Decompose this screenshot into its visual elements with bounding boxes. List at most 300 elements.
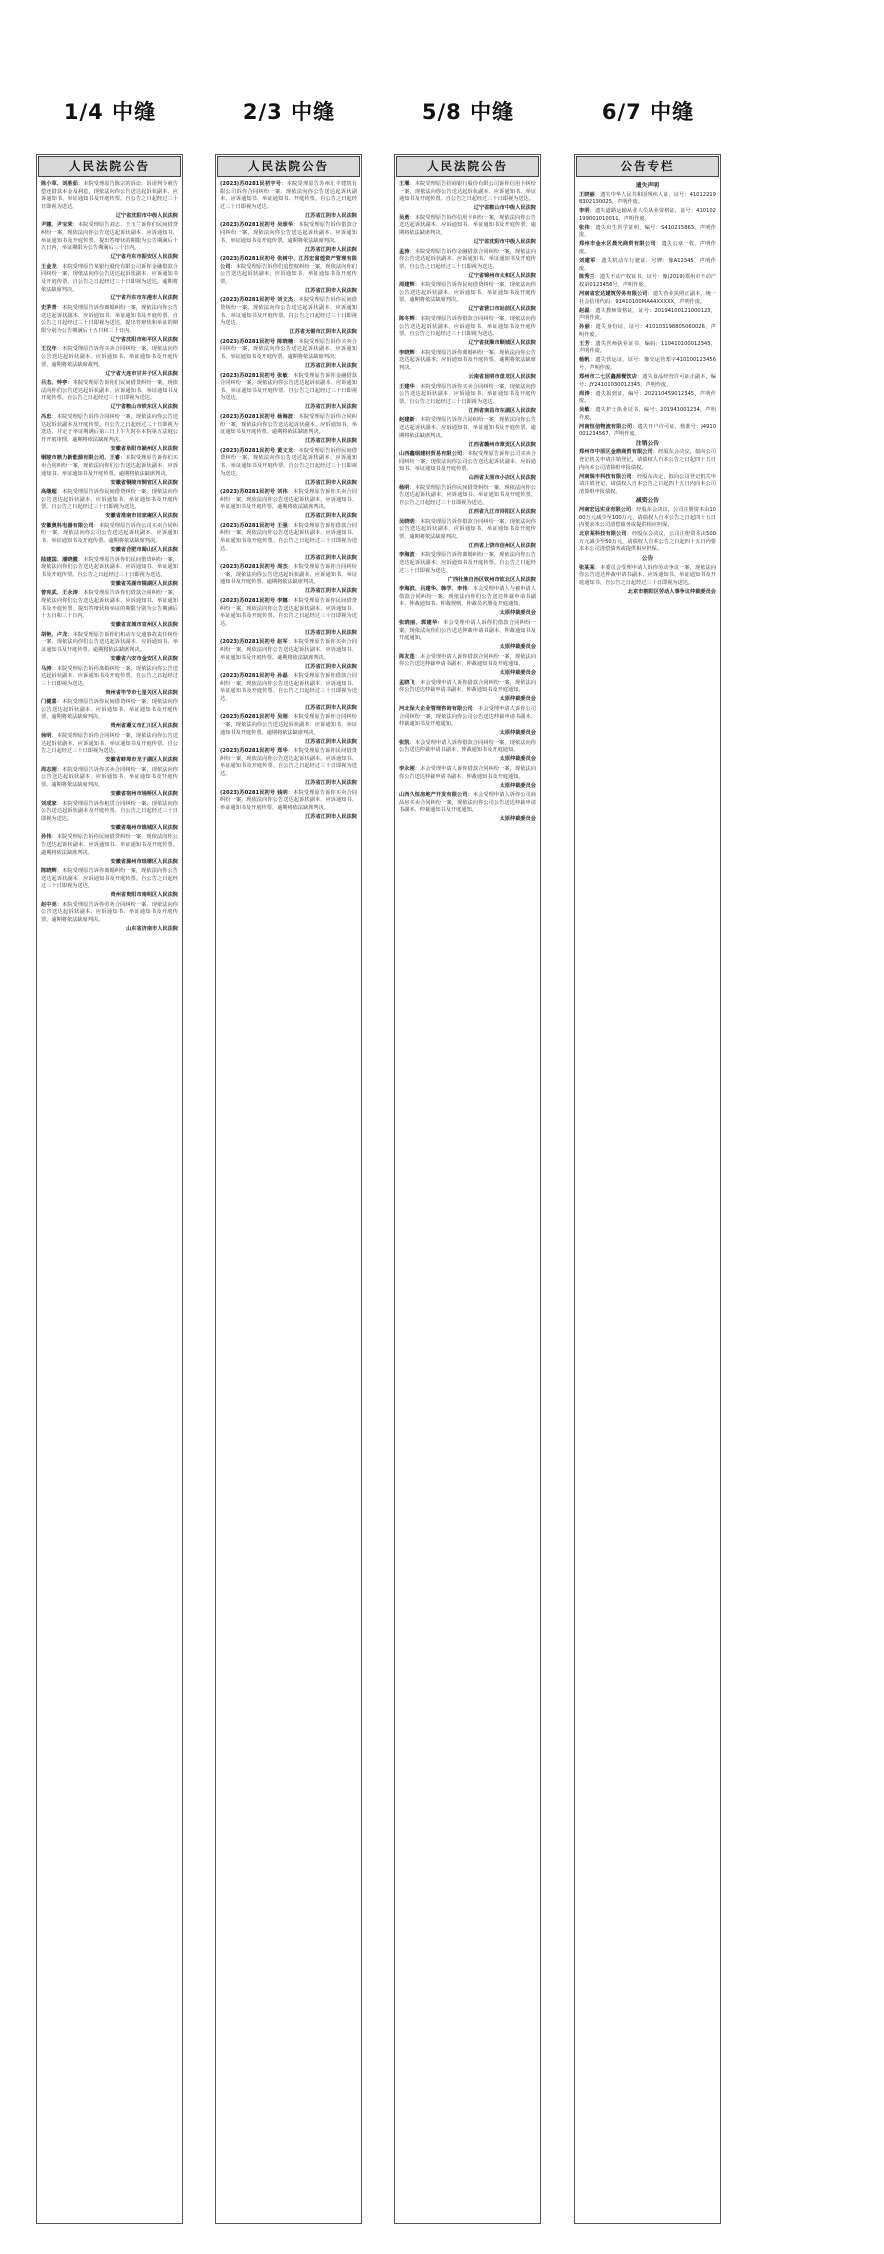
issuing-court: 辽宁省沈阳市中级人民法院 — [473, 238, 536, 245]
notice-party-name: 刘建军 — [579, 257, 596, 264]
notice-text: 遗失出生医学证明，编号：S410215863，声明作废。 — [579, 224, 716, 239]
notice-party-name: 陈冬辉 — [399, 316, 415, 323]
notice-paragraph: 王汉年：本院受理原告诉你买卖合同纠纷一案，现依法向你公告送达起诉状副本、应诉通知书、举证通知书及开庭传票。逾期将依法缺席裁判。 — [41, 346, 178, 368]
notice-paragraph: 吕杰、钟亭：本院受理原告诉你们民间借贷纠纷一案，现依法向你们公告送达起诉状副本、应诉通知书、举证通知书及开庭传票。自公告之日起经过三十日即视为送达。 — [41, 380, 178, 402]
notice-paragraph: 周涛：遗失报到证，编号：202110459012345，声明作废。 — [579, 390, 716, 405]
notice-text: 本院受理原告诉你买卖合同纠纷一案，现依法向你公告送达起诉状副本、应诉通知书、举证通知书及开庭传票。逾期将依法缺席判决。 — [220, 639, 357, 661]
issuing-court: 辽宁省丹东市振安区人民法院 — [110, 254, 178, 261]
column-label-3: 5/8 中缝 — [421, 100, 515, 124]
notice-party-name: 王金龙 — [41, 263, 57, 270]
issuing-court: 安徽省滁州市琅琊区人民法院 — [110, 858, 178, 865]
notice-party-name: 孙丽 — [579, 324, 591, 331]
notice-paragraph: 赵建新：本院受理原告诉你合同纠纷一案，现依法向你公告送达起诉状副本、应诉通知书、举证通知书及开庭传票。逾期将依法缺席判决。 — [399, 417, 536, 439]
notice-party-name: 曾宪武、王永涛 — [41, 590, 78, 597]
notice-text: 本院受理原告诉你合同纠纷一案，现依法向你公告送达起诉状副本、应诉通知书、举证通知书及开庭传票。逾期将依法缺席判决。 — [220, 564, 357, 586]
notice-party-name: 孙伟 — [41, 834, 52, 841]
notice-party-name: (2023)苏0281民初号 吴刚 — [220, 714, 288, 721]
notice-party-name: 冯忠 — [41, 413, 52, 420]
issuing-court: 江苏省江阴市人民法院 — [305, 513, 357, 520]
notice-paragraph: 张某某：本委员会受理申请人诉你劳动争议一案，现依法向你公告送达仲裁申请书副本、应诉通知书、举证通知书及开庭通知书。自公告之日起经过三十日即视为送达。 — [579, 564, 716, 586]
notice-paragraph: (2023)苏0281民初号 杨海波：本院受理原告诉你合同纠纷一案，现依法向你公告送达起诉状副本、应诉通知书、举证通知书及开庭传票。逾期将依法缺席判决。 — [220, 413, 357, 436]
issuing-court: 太原仲裁委员会 — [499, 670, 536, 677]
issuing-court: 江苏省无锡市江阴市人民法院 — [289, 329, 357, 336]
notice-text: 本院受理原告诉你信用卡纠纷一案，现依法向你公告送达起诉状副本、应诉通知书、举证通知书及开庭传票。逾期将依法缺席判决。 — [399, 214, 536, 236]
notice-text: 本院受理原告诉你劳务合同纠纷一案，现依法向你公告送达起诉状副本、应诉通知书、举证通知书及开庭传票。逾期将依法缺席判决。 — [41, 901, 178, 924]
notice-party-name: (2023)苏0281民初号 孙磊 — [220, 673, 288, 680]
issuing-court: 安徽省铜陵市铜官区人民法院 — [110, 479, 178, 486]
issuing-court: 江苏省江阴市人民法院 — [305, 629, 357, 636]
notice-paragraph: 郑州市二七区鑫源餐饮店：遗失食品经营许可证正副本，编号：JY24101030012345，声明作废。 — [579, 373, 716, 388]
issuing-court: 江苏省江阴市人民法院 — [305, 404, 357, 411]
notice-paragraph: 李永刚：本会受理申请人诉你借款合同纠纷一案，现依法向你公告送达仲裁申请书副本、仲裁通知书及开庭通知。 — [399, 766, 536, 780]
notice-text: 本院受理原告诉你离婚纠纷一案，现依法向你公告送达起诉状副本、应诉通知书及开庭传票。逾期将依法缺席判决。 — [399, 349, 536, 372]
notice-paragraph: 张凯：本会受理申请人诉你借款合同纠纷一案，现依法向你公告送达仲裁申请书副本、仲裁通知书及开庭通知。 — [399, 739, 536, 754]
section-title: 减资公告 — [635, 498, 660, 505]
notice-paragraph: 刘建军：遗失机动车行驶证，号牌：豫A12345，声明作废。 — [579, 257, 716, 272]
notice-paragraph: 郑州市中原区金鼎商贸有限公司：经股东会决议，拟向公司登记机关申请注销登记，请债权人自本公告之日起四十五日内向本公司清算组申报债权。 — [579, 449, 716, 471]
notice-party-name: 山西鑫瑞建材贸易有限公司 — [399, 451, 463, 458]
notice-text: 本院受理原告诉你离婚纠纷一案，现依法向你公告送达起诉状副本、应诉通知书及开庭传票。自公告之日起经过三十日即视为送达。 — [41, 665, 178, 687]
notice-text: 遗失医师执业证书，编码：110410100012345，声明作废。 — [579, 340, 716, 355]
notice-paragraph: 陈友莲：本会受理申请人诉你借款合同纠纷一案，现依法向你公告送达仲裁申请书副本、仲裁通知书及开庭通知。 — [399, 653, 536, 668]
notice-paragraph: (2023)苏0281民初号 黄文龙：本院受理原告诉你民间借贷纠纷一案，现依法向你公告送达起诉状副本、应诉通知书、举证通知书及开庭传票。自公告之日起经过三十日即视为送达。 — [220, 447, 357, 477]
notice-paragraph: 李海波：本院受理原告诉你离婚纠纷一案，现依法向你公告送达起诉状副本、应诉通知书及开庭传票。自公告之日起经过三十日即视为送达。 — [399, 552, 536, 574]
notice-paragraph: 陈小草、刘胜茹：本院受理原告陈宗的诉讼，诉请判令被告偿还借款本金及利息，现依法向你公告送达起诉状副本、应诉通知书、举证通知书及开庭传票。自公告之日起经过三十日即视为送达。 — [41, 181, 178, 210]
notice-text: 本院受理原告诉你买卖合同纠纷一案，现依法向你公告送达起诉状副本、应诉通知书、举证通知书及开庭传票。逾期将依法缺席判决。 — [41, 766, 178, 788]
notice-party-name: 张凯 — [399, 739, 410, 746]
notice-party-name: 陆建国、潘晓霞 — [41, 556, 78, 563]
notice-paragraph: 李晓辉：本院受理原告诉你离婚纠纷一案，现依法向你公告送达起诉状副本、应诉通知书及开庭传票。逾期将依法缺席判决。 — [399, 349, 536, 372]
notice-party-name: 吕杰、钟亭 — [41, 380, 68, 387]
notice-paragraph: 河南恒信物流有限公司：遗失开户许可证，核准号：J4910001234567，声明作废。 — [579, 423, 716, 438]
notice-paragraph: (2023)苏0281民初号 吴刚：本院受理原告诉你合同纠纷一案，现依法向你公告送达起诉状副本、应诉通知书、举证通知书及开庭传票。逾期将依法缺席判决。 — [220, 714, 357, 736]
section-title: 注销公告 — [635, 440, 660, 447]
notice-paragraph: (2023)苏0281民初字号：本院受理原告苏州汇丰建筑有限公司诉你合同纠纷一案，现依法向你公告送达起诉状副本、应诉通知书、举证通知书、开庭传票。自公告之日起经过三十日即视为送达。 — [220, 181, 357, 210]
issuing-court: 辽宁省鞍山市铁东区人民法院 — [110, 404, 178, 411]
notice-party-name: 郑州市金水区晨光商贸有限公司 — [579, 241, 656, 248]
notice-paragraph: 孙丽：遗失身份证，证号：410103198805060026，声明作废。 — [579, 324, 716, 338]
notice-party-name: 河南恒信物流有限公司 — [579, 423, 633, 430]
notice-paragraph: 安徽奥科电器有限公司：本院受理原告诉你公司买卖合同纠纷一案，现依法向你公司公告送达起诉状副本、应诉通知书、举证通知书及开庭传票。逾期将依法缺席判决。 — [41, 522, 178, 545]
notice-party-name: (2023)苏0281民初号 刘伟 — [220, 489, 288, 496]
notice-column-1 — [36, 154, 183, 2224]
notice-party-name: 门健喜 — [41, 699, 57, 706]
issuing-court: 安徽省宣城市宣州区人民法院 — [110, 622, 178, 629]
notice-paragraph: 史茅青：本院受理原告诉你离婚纠纷一案，现依法向你公告送达起诉状副本、应诉通知书、举证通知书及开庭传票。自公告之日起经过三十日即视为送达，提出答辩状和举证的期限分别为公告期满后十五日和三十日内。 — [41, 305, 178, 334]
notice-text: 遗失开户许可证，核准号：J4910001234567，声明作废。 — [579, 423, 716, 438]
issuing-court: 太原仲裁委员会 — [499, 610, 536, 617]
notice-text: 本院受理原告招商银行股份有限公司诉你信用卡纠纷一案，现依法向你公告送达起诉状副本、应诉通知书、举证通知书及开庭传票。自公告之日起经过三十日即视为送达。 — [399, 181, 536, 203]
notice-party-name: 张伟 — [579, 224, 590, 231]
notice-party-name: 李海波 — [399, 552, 415, 559]
issuing-court: 辽宁省鞍山市中级人民法院 — [473, 205, 536, 212]
notice-party-name: 周涛 — [579, 390, 590, 397]
issuing-court: 安徽省阜阳市颍州区人民法院 — [110, 445, 178, 452]
notice-paragraph: 王芳：遗失医师执业证书，编码：110410100012345，声明作废。 — [579, 340, 716, 355]
notice-party-name: 徐明 — [41, 733, 52, 740]
section-title: 遗失声明 — [635, 183, 660, 189]
notice-party-name: 河南省宏达建筑劳务有限公司 — [579, 291, 648, 298]
notice-party-name: 吴敏 — [579, 407, 590, 414]
notice-party-name: 吴晓明 — [399, 518, 415, 525]
notice-text: 本院受理原告苏州汇丰建筑有限公司诉你合同纠纷一案，现依法向你公告送达起诉状副本、应诉通知书、举证通知书、开庭传票。自公告之日起经过三十日即视为送达。 — [220, 181, 357, 210]
notice-text: 遗失公章一枚，声明作废。 — [579, 241, 716, 255]
notice-paragraph: (2023)苏0281民初号 周杰：本院受理原告诉你合同纠纷一案，现依法向你公告送达起诉状副本、应诉通知书、举证通知书及开庭传票。逾期将依法缺席判决。 — [220, 564, 357, 586]
notice-party-name: 李明 — [579, 208, 590, 215]
notice-text: 本院受理原告诉你民间借贷纠纷一案，现依法向你公告送达起诉状副本、应诉通知书、举证通知书及开庭传票。自公告之日起经过三十日即视为送达。 — [220, 597, 357, 627]
notice-text: 本院受理原告诉你民间借贷纠纷一案，现依法向你公告送达起诉状副本、应诉通知书、举证通知书及开庭传票。自公告之日起经过三十日即视为送达。 — [41, 489, 178, 511]
notice-text: 遗失机动车行驶证，号牌：豫A12345，声明作废。 — [579, 257, 716, 272]
notice-text: 本会受理申请人诉你借款合同纠纷一案，现依法向你公告送达仲裁申请书副本、仲裁通知书及开庭通知。 — [399, 653, 536, 668]
notice-text: 本院受理原告诉你离婚纠纷一案，现依法向你公告送达起诉状副本、应诉通知书及开庭传票。自公告之日起经过三十日即视为送达。 — [399, 552, 536, 574]
notice-party-name: 王汉年 — [41, 346, 57, 353]
issuing-court: 江苏省江阴市人民法院 — [305, 780, 357, 786]
notice-text: 本院受理原告诉你买卖合同纠纷一案，现依法向你公告送达起诉状副本、应诉通知书、举证通知书及开庭传票。自公告之日起经过三十日即视为送达。 — [399, 383, 536, 405]
notice-paragraph: 陈冬辉：本院受理原告诉你借款合同纠纷一案，现依法向你公告送达起诉状副本、应诉通知书、举证通知书及开庭传票。自公告之日起经过三十日即视为送达。 — [399, 316, 536, 338]
notice-text: 遗失食品经营许可证正副本，编号：JY24101030012345，声明作废。 — [579, 373, 716, 388]
notice-paragraph: 刘成家：本院受理原告诉你租赁合同纠纷一案，现依法向你公告送达起诉状副本及开庭传票。自公告之日起经过三十日即视为送达。 — [41, 800, 178, 822]
issuing-court: 安徽省六安市金安区人民法院 — [110, 655, 178, 662]
notice-paragraph: 张伟：遗失出生医学证明，编号：S410215863，声明作废。 — [579, 224, 716, 239]
notice-paragraph: (2023)苏0281民初号 王强：本院受理原告诉你借款合同纠纷一案，现依法向你公告送达起诉状副本、应诉通知书、举证通知书及开庭传票。自公告之日起经过三十日即视为送达。 — [220, 522, 357, 552]
notice-paragraph: (2023)苏0281民初号 钱明：本院受理原告诉你买卖合同纠纷一案，现依法向你公告送达起诉状副本、应诉通知书、举证通知书及开庭传票。逾期将依法缺席判决。 — [220, 789, 357, 811]
notice-party-name: 史茅青 — [41, 305, 57, 312]
notice-party-name: (2023)苏0281民初字号 — [220, 181, 282, 187]
notice-party-name: 孟晓飞 — [399, 679, 415, 686]
notice-party-name: (2023)苏0281民初号 吴颂华 — [220, 222, 294, 229]
notice-paragraph: 吴勇：本院受理原告诉你信用卡纠纷一案，现依法向你公告送达起诉状副本、应诉通知书、举证通知书及开庭传票。逾期将依法缺席判决。 — [399, 214, 536, 236]
issuing-court: 辽宁省沈阳市和平区人民法院 — [110, 336, 178, 343]
notice-party-name: 陈秀兰 — [579, 274, 595, 281]
notice-paragraph: 杨明：本院受理原告诉你民间借贷纠纷一案，现依法向你公告送达起诉状副本、应诉通知书、举证通知书及开庭传票。自公告之日起经过三十日即视为送达。 — [399, 484, 536, 507]
notice-party-name: 刘成家 — [41, 800, 57, 807]
issuing-court: 太原仲裁委员会 — [499, 730, 536, 737]
notice-paragraph: 赵中亮：本院受理原告诉你劳务合同纠纷一案，现依法向你公告送达起诉状副本、应诉通知书、举证通知书及开庭传票。逾期将依法缺席判决。 — [41, 901, 178, 924]
notice-text: 本院受理原告诉你民间借贷纠纷一案，现依法向你公告送达起诉状副本、应诉通知书、举证通知书及开庭传票。自公告之日起经过三十日即视为送达。 — [220, 748, 357, 778]
issuing-court: 安徽省合肥市蜀山区人民法院 — [110, 547, 178, 554]
issuing-court: 江苏省江阴市人民法院 — [305, 438, 357, 445]
issuing-court: 安徽省芜湖市镜湖区人民法院 — [110, 580, 178, 587]
notice-party-name: 尹娜、尹宝荣 — [41, 222, 73, 229]
notice-party-name: 河南瑞丰科技有限公司 — [579, 473, 632, 480]
notice-text: 本院受理原告诉你们民间借贷纠纷一案，现依法向你们公告送达起诉状副本、应诉通知书、举证通知书及开庭传票。自公告之日起经过三十日即视为送达。 — [41, 380, 178, 402]
notice-paragraph: 周建辉：本院受理原告诉你民间借贷纠纷一案，现依法向你公告送达起诉状副本、应诉通知书、举证通知书及开庭传票。逾期将依法缺席判决。 — [399, 282, 536, 304]
notice-text: 遗失身份证，证号：410103198805060026，声明作废。 — [579, 324, 716, 338]
notice-paragraph: 孙伟：本院受理原告诉你民间借贷纠纷一案，现依法向你公告送达起诉状副本、应诉通知书、举证通知书及开庭传票。逾期将依法缺席判决。 — [41, 834, 178, 856]
notice-paragraph: (2023)苏0281民初号 陈晓楠：本院受理原告诉你买卖合同纠纷一案，现依法向你公告送达起诉状副本、应诉通知书、举证通知书及开庭传票。逾期将依法缺席判决。 — [220, 338, 357, 361]
column-header: 人民法院公告 — [38, 156, 181, 177]
notice-party-name: 陈小草、刘胜茹 — [41, 181, 78, 187]
issuing-court: 江苏省江阴市人民法院 — [305, 704, 357, 711]
notice-party-name: 安徽奥科电器有限公司 — [41, 522, 94, 529]
notice-party-name: 陈晓辉 — [41, 868, 57, 875]
notice-paragraph: 王金龙：本院受理原告某银行股份有限公司诉你金融借款合同纠纷一案，现依法向你公告送达起诉状副本、应诉通知书及开庭传票。自公告之日起经过三十日即视为送达。逾期将依法缺席判决。 — [41, 263, 178, 293]
notice-party-name: (2023)苏0281民初号 黄文龙 — [220, 447, 294, 454]
notice-text: 本院受理原告诉你民间借贷纠纷一案，现依法向你公告送达起诉状副本、应诉通知书、举证通知书及开庭传票。逾期将依法缺席判决。 — [41, 699, 178, 721]
notice-party-name: 赵建新 — [399, 417, 415, 424]
issuing-court: 江西省九江市浔阳区人民法院 — [468, 509, 536, 516]
issuing-court: 江苏省江阴市人民法院 — [305, 287, 357, 294]
notice-text: 本院受理原告诉你合同纠纷一案，现依法向你公告送达起诉状副本、应诉通知书、举证通知书及开庭传票。逾期将依法缺席判决。 — [220, 413, 357, 436]
notice-text: 本院受理原告诉你合同纠纷一案，现依法向你公告送达起诉状副本及开庭传票。自公告之日起经过三十日即视为送达，并定于举证期满后第三日上午九时在本院第五法庭公开开庭审理，逾期将依法缺席判决。 — [41, 413, 178, 443]
notice-party-name: (2023)苏0281民初号 张树中、江苏宏富煌资产管理有限公司 — [220, 256, 357, 270]
notice-party-name: 马涛 — [41, 665, 52, 672]
notice-party-name: (2023)苏0281民初号 王强 — [220, 522, 288, 529]
notice-text: 本委员会受理申请人诉你劳动争议一案，现依法向你公告送达仲裁申请书副本、应诉通知书、举证通知书及开庭通知书。自公告之日起经过三十日即视为送达。 — [579, 564, 716, 586]
issuing-court: 辽宁省丹东市东港市人民法院 — [110, 295, 178, 302]
notice-paragraph: 孟涛：本院受理原告诉你金融借款合同纠纷一案，现依法向你公告送达起诉状副本、应诉通知书、举证通知书及开庭传票。自公告之日起经过三十日即视为送达。 — [399, 248, 536, 270]
section-title: 公告 — [641, 555, 654, 562]
notice-party-name: 北京某科技有限公司 — [579, 531, 627, 538]
notice-party-name: 李晓辉 — [399, 349, 415, 356]
notice-text: 本院受理原告诉你民间借贷纠纷一案，现依法向你公告送达起诉状副本、应诉通知书、举证通知书及开庭传票。自公告之日起经过三十日即视为送达。 — [220, 297, 357, 327]
notice-paragraph: (2023)苏0281民初号 孙磊：本院受理原告诉你借款合同纠纷一案，现依法向你公告送达起诉状副本、应诉通知书、举证通知书及开庭传票。自公告之日起经过三十日即视为送达。 — [220, 673, 357, 702]
issuing-court: 江苏省江阴市人民法院 — [305, 663, 357, 670]
column-label-4: 6/7 中缝 — [601, 100, 695, 124]
notice-paragraph: 河南宏远实业有限公司：经股东会决议，公司注册资本由1000万元减少至100万元，请债权人自本公告之日起四十五日内要求本公司清偿债务或提供相应担保。 — [579, 507, 716, 529]
notice-paragraph: 孟晓飞：本会受理申请人诉你借款合同纠纷一案，现依法向你公告送达仲裁申请书副本、仲裁通知书及开庭通知。 — [399, 679, 536, 694]
notice-text: 本院受理原告诉你借款合同纠纷一案，现依法向你公告送达起诉状副本、应诉通知书、举证通知书及开庭传票。自公告之日起经过三十日即视为送达。 — [220, 522, 357, 552]
notice-paragraph: 河北保大企业管理咨询有限公司：本会受理申请人诉你公司合同纠纷一案，现依法向你公司公告送达仲裁申请书副本、仲裁通知书及开庭通知。 — [399, 706, 536, 728]
notice-text: 本院受理原告诉你金融借款合同纠纷一案，现依法向你公告送达起诉状副本、应诉通知书、举证通知书及开庭传票。自公告之日起经过三十日即视为送达。 — [399, 248, 536, 270]
notice-paragraph: 陈秀兰：遗失不动产权证书，证号：豫(2019)郑州市不动产权第0123456号，声明作废。 — [579, 274, 716, 289]
notice-party-name: (2023)苏0281民初号 赵军 — [220, 639, 288, 646]
issuing-court: 辽宁省锦州市太和区人民法院 — [468, 272, 536, 279]
column-body — [575, 178, 720, 596]
notice-party-name: 孟涛 — [399, 248, 410, 255]
notice-text: 本院受理原告诉你买卖合同纠纷一案，现依法向你公告送达起诉状副本、应诉通知书、举证通知书及开庭传票。逾期将依法缺席判决。 — [220, 338, 357, 361]
notice-text: 本会受理申请人诉你借款合同纠纷一案，现依法向你公告送达仲裁申请书副本、仲裁通知书及开庭通知。 — [399, 766, 536, 780]
notice-text: 本院受理原告陈宗的诉讼，诉请判令被告偿还借款本金及利息，现依法向你公告送达起诉状副本、应诉通知书、举证通知书及开庭传票。自公告之日起经过三十日即视为送达。 — [41, 181, 178, 210]
notice-paragraph: 陈晓辉：本院受理原告诉你离婚纠纷一案，现依法向你公告送达起诉状副本、应诉通知书及开庭传票。自公告之日起经过三十日即视为送达。 — [41, 868, 178, 890]
notice-paragraph: 周志刚：本院受理原告诉你买卖合同纠纷一案，现依法向你公告送达起诉状副本、应诉通知书、举证通知书及开庭传票。逾期将依法缺席判决。 — [41, 766, 178, 788]
notice-text: 本院受理原告诉你金融借款合同纠纷一案，现依法向你公告送达起诉状副本、应诉通知书、举证通知书及开庭传票。自公告之日起经过三十日即视为送达。 — [220, 372, 357, 402]
issuing-court: 辽宁省营口市站前区人民法院 — [468, 306, 536, 313]
issuing-court: 贵州省贵阳市南明区人民法院 — [110, 892, 178, 899]
notice-party-name: (2023)苏0281民初号 钱明 — [220, 789, 288, 796]
column-label-2: 2/3 中缝 — [242, 100, 336, 124]
notice-party-name: 周志刚 — [41, 766, 57, 773]
notice-text: 本院受理原告诉你买卖合同纠纷一案，现依法向你公告送达起诉状副本、应诉通知书、举证通知书及开庭传票。逾期将依法缺席判决。 — [220, 789, 357, 811]
notice-text: 本院受理原告诉你民间借贷纠纷一案，现依法向你公告送达起诉状副本、应诉通知书、举证通知书及开庭传票。自公告之日起经过三十日即视为送达。 — [220, 447, 357, 477]
notice-text: 本会受理申请人诉你公司合同纠纷一案，现依法向你公司公告送达仲裁申请书副本、仲裁通知书及开庭通知。 — [399, 706, 536, 728]
issuing-court: 贵州省遵义市汇川区人民法院 — [110, 723, 178, 730]
notice-party-name: (2023)苏0281民初号 周杰 — [220, 564, 288, 571]
notice-text: 本院受理原告诉你民间借贷纠纷一案，现依法向你公告送达起诉状副本、应诉通知书、举证通知书及开庭传票。逾期将依法缺席判决。 — [399, 282, 536, 304]
notice-paragraph: 铜陵市鼎力新能源有限公司、王睿：本院受理原告诉你们买卖合同纠纷一案，现依法向你们公告送达起诉状副本、应诉通知书、举证通知书及开庭传票。逾期将依法缺席判决。 — [41, 455, 178, 477]
notice-party-name: (2023)苏0281民初号 张敏 — [220, 372, 288, 379]
notice-text: 本院受理原告诉你离婚纠纷一案，现依法向你公告送达起诉状副本、应诉通知书及开庭传票。自公告之日起经过三十日即视为送达。 — [41, 868, 178, 890]
notice-text: 本会受理申请人与被申请人借款合同纠纷一案，现依法向你们公告送达仲裁申请书副本、仲裁通知书、仲裁规则、仲裁员名册及开庭通知。 — [399, 586, 536, 608]
notice-paragraph: 赵磊：遗失教师资格证，证号：20194100121000123，声明作废。 — [579, 307, 716, 322]
notice-text: 本院受理原告诉你合同纠纷一案，现依法向你公告送达起诉状副本、应诉通知书、举证通知书及开庭传票。自公告之日起经过三十日即视为送达。 — [41, 733, 178, 755]
issuing-court: 广西壮族自治区钦州市钦北区人民法院 — [447, 576, 536, 583]
issuing-court: 辽宁省抚顺市顺城区人民法院 — [468, 340, 536, 347]
notice-text: 本院受理原告诉你公司买卖合同纠纷一案，现依法向你公司公告送达起诉状副本、应诉通知书、举证通知书及开庭传票。 — [399, 451, 536, 473]
issuing-court: 江西省南昌市东湖区人民法院 — [468, 407, 536, 414]
notice-party-name: 高继超 — [41, 489, 57, 496]
notice-paragraph: (2023)苏0281民初号 吴颂华：本院受理原告诉你借款合同纠纷一案，现依法向你公告送达起诉状副本、应诉通知书、举证通知书及开庭传票。逾期将依法缺席判决。 — [220, 222, 357, 244]
notice-paragraph: 门健喜：本院受理原告诉你民间借贷纠纷一案，现依法向你公告送达起诉状副本、应诉通知书、举证通知书及开庭传票。逾期将依法缺席判决。 — [41, 699, 178, 721]
notice-party-name: (2023)苏0281民初号 陈晓楠 — [220, 338, 294, 345]
notice-party-name: 李永刚 — [399, 766, 415, 772]
notice-party-name: (2023)苏0281民初号 李娜 — [220, 597, 288, 604]
notice-text: 本院受理原告诉你借款合同纠纷一案，现依法向你公告送达起诉状副本、应诉通知书、举证通知书及开庭传票。逾期将依法缺席判决。 — [399, 518, 536, 540]
issuing-court: 江苏省江阴市人民法院 — [305, 363, 357, 370]
notice-text: 经股东会决议，公司注册资本由1000万元减少至100万元，请债权人自本公告之日起四十五日内要求本公司清偿债务或提供相应担保。 — [579, 507, 716, 529]
notice-text: 本院受理原告诉你买卖合同纠纷一案，现依法向你公告送达起诉状副本、应诉通知书、举证通知书及开庭传票。逾期将依法缺席判决。 — [220, 489, 357, 511]
issuing-court: 江苏省江阴市人民法院 — [305, 246, 357, 253]
notice-paragraph: 陆建国、潘晓霞：本院受理原告诉你们民间借贷纠纷一案，现依法向你们公告送达起诉状副本、应诉通知书、举证通知书及开庭传票。自公告之日起经过三十日即视为送达。 — [41, 556, 178, 578]
notice-party-name: 赵中亮 — [41, 901, 57, 908]
notice-column-2 — [215, 154, 362, 2224]
notice-paragraph: (2023)苏0281民初号 李娜：本院受理原告诉你民间借贷纠纷一案，现依法向你公告送达起诉状副本、应诉通知书、举证通知书及开庭传票。自公告之日起经过三十日即视为送达。 — [220, 597, 357, 627]
notice-party-name: 王芳 — [579, 340, 590, 347]
issuing-court: 太原仲裁委员会 — [499, 644, 536, 651]
notice-paragraph: 高继超：本院受理原告诉你民间借贷纠纷一案，现依法向你公告送达起诉状副本、应诉通知书、举证通知书及开庭传票。自公告之日起经过三十日即视为送达。 — [41, 489, 178, 511]
notice-paragraph: 山西久恒房地产开发有限公司：本会受理申请人诉你公司商品房买卖合同纠纷一案，现依法向你公司公告送达仲裁申请书副本、仲裁通知书及开庭通知。 — [399, 792, 536, 814]
issuing-court: 太原仲裁委员会 — [499, 782, 536, 789]
notice-text: 本院受理原告诉你合同纠纷一案，现依法向你公告送达起诉状副本、应诉通知书、举证通知书及开庭传票。逾期将依法缺席判决。 — [220, 714, 357, 736]
issuing-court: 太原仲裁委员会 — [499, 816, 536, 823]
notice-paragraph: (2023)苏0281民初号 赵军：本院受理原告诉你买卖合同纠纷一案，现依法向你公告送达起诉状副本、应诉通知书、举证通知书及开庭传票。逾期将依法缺席判决。 — [220, 639, 357, 661]
notice-paragraph: 马涛：本院受理原告诉你离婚纠纷一案，现依法向你公告送达起诉状副本、应诉通知书及开庭传票。自公告之日起经过三十日即视为送达。 — [41, 665, 178, 687]
notice-text: 遗失中华人民共和国残疾人证，证号：410122198302130025，声明作废。 — [579, 191, 716, 206]
notice-party-name: 郑州市中原区金鼎商贸有限公司 — [579, 449, 653, 456]
notice-text: 本院受理原告诉你们买卖合同纠纷一案，现依法向你们公告送达起诉状副本、应诉通知书、举证通知书及开庭传票。逾期将依法缺席判决。 — [41, 455, 178, 477]
notice-text: 遗失不动产权证书，证号：豫(2019)郑州市不动产权第0123456号，声明作废。 — [579, 274, 716, 289]
notice-text: 经股东会决议，公司注册资本由500万元减少至50万元，请债权人自本公告之日起四十五日内要求本公司清偿债务或提供相应担保。 — [579, 531, 716, 553]
notice-party-name: 铜陵市鼎力新能源有限公司、王睿 — [41, 455, 121, 462]
notice-party-name: (2023)苏0281民初号 郑华 — [220, 748, 288, 755]
notice-paragraph: 王晓丽：遗失中华人民共和国残疾人证，证号：410122198302130025，声明作废。 — [579, 191, 716, 206]
notice-paragraph: 河南省宏达建筑劳务有限公司：遗失营业执照正副本，统一社会信用代码：91410100MA44XXXXX，声明作废。 — [579, 291, 716, 305]
notice-paragraph: (2023)苏0281民初号 张敏：本院受理原告诉你金融借款合同纠纷一案，现依法向你公告送达起诉状副本、应诉通知书、举证通知书及开庭传票。自公告之日起经过三十日即视为送达。 — [220, 372, 357, 402]
notice-text: 遗失教师资格证，证号：20194100121000123，声明作废。 — [579, 307, 716, 322]
notice-paragraph: (2023)苏0281民初号 张树中、江苏宏富煌资产管理有限公司：本院受理原告诉你们追偿权纠纷一案，现依法向你们公告送达起诉状副本、应诉通知书、举证通知书及开庭传票。 — [220, 256, 357, 285]
issuing-court: 山东省济南市人民法院 — [126, 926, 178, 933]
notice-party-name: 张晓丽、郭建华 — [399, 619, 438, 626]
notice-paragraph: 河南瑞丰科技有限公司：经股东决定，拟向公司登记机关申请注销登记，请债权人自本公告之日起四十五日内向本公司清算组申报债权。 — [579, 473, 716, 495]
issuing-court: 辽宁省沈阳市中级人民法院 — [115, 212, 178, 219]
notice-paragraph: (2023)苏0281民初号 刘文杰：本院受理原告诉你民间借贷纠纷一案，现依法向你公告送达起诉状副本、应诉通知书、举证通知书及开庭传票。自公告之日起经过三十日即视为送达。 — [220, 297, 357, 327]
notice-party-name: 河南宏远实业有限公司 — [579, 507, 632, 514]
notice-text: 本院受理原告某银行股份有限公司诉你金融借款合同纠纷一案，现依法向你公告送达起诉状副本、应诉通知书及开庭传票。自公告之日起经过三十日即视为送达。逾期将依法缺席判决。 — [41, 263, 178, 293]
notice-party-name: 王建华 — [399, 383, 415, 390]
notice-text: 本会受理申请人诉你借款合同纠纷一案，现依法向你公告送达仲裁申请书副本、仲裁通知书及开庭通知。 — [399, 679, 536, 694]
notice-paragraph: (2023)苏0281民初号 刘伟：本院受理原告诉你买卖合同纠纷一案，现依法向你公告送达起诉状副本、应诉通知书、举证通知书及开庭传票。逾期将依法缺席判决。 — [220, 489, 357, 511]
notice-party-name: 张某某 — [579, 564, 595, 571]
notice-paragraph: 郑州市金水区晨光商贸有限公司：遗失公章一枚，声明作废。 — [579, 241, 716, 255]
notice-party-name: 胡艳、卢龙 — [41, 631, 68, 638]
notice-paragraph: 冯忠：本院受理原告诉你合同纠纷一案，现依法向你公告送达起诉状副本及开庭传票。自公告之日起经过三十日即视为送达，并定于举证期满后第三日上午九时在本院第五法庭公开开庭审理，逾期将依法缺席判决。 — [41, 413, 178, 443]
notice-paragraph: 山西鑫瑞建材贸易有限公司：本院受理原告诉你公司买卖合同纠纷一案，现依法向你公司公告送达起诉状副本、应诉通知书、举证通知书及开庭传票。 — [399, 451, 536, 473]
column-label-1: 1/4 中缝 — [63, 100, 157, 124]
notice-text: 本院受理原告诉你买卖合同纠纷一案，现依法向你公告送达起诉状副本、应诉通知书、举证通知书及开庭传票。逾期将依法缺席裁判。 — [41, 346, 178, 368]
notice-party-name: 山西久恒房地产开发有限公司 — [399, 792, 468, 799]
column-body — [216, 178, 361, 821]
notice-paragraph: 杨帆：遗失营运证，证号：豫交运管郑字410100123456号，声明作废。 — [579, 357, 716, 371]
notice-paragraph: 吴晓明：本院受理原告诉你借款合同纠纷一案，现依法向你公告送达起诉状副本、应诉通知书、举证通知书及开庭传票。逾期将依法缺席判决。 — [399, 518, 536, 540]
issuing-court: 江苏省江阴市人民法院 — [305, 479, 357, 486]
notice-text: 遗失营业执照正副本，统一社会信用代码：91410100MA44XXXXX，声明作废。 — [579, 291, 716, 305]
notice-party-name: 赵磊 — [579, 307, 590, 314]
issuing-court: 北京市朝阳区劳动人事争议仲裁委员会 — [627, 588, 716, 595]
notice-text: 遗失报到证，编号：202110459012345，声明作废。 — [579, 390, 716, 405]
notice-text: 本院受理原告诉你租赁合同纠纷一案，现依法向你公告送达起诉状副本及开庭传票。自公告之日起经过三十日即视为送达。 — [41, 800, 178, 822]
issuing-court: 江苏省江阴市人民法院 — [305, 554, 357, 561]
notice-paragraph: 王建华：本院受理原告诉你买卖合同纠纷一案，现依法向你公告送达起诉状副本、应诉通知书、举证通知书及开庭传票。自公告之日起经过三十日即视为送达。 — [399, 383, 536, 405]
notice-text: 本院受理原告诉你民间借贷纠纷一案，现依法向你公告送达起诉状副本、应诉通知书、举证通知书及开庭传票。自公告之日起经过三十日即视为送达。 — [399, 484, 536, 507]
notice-text: 经股东决定，拟向公司登记机关申请注销登记，请债权人自本公告之日起四十五日内向本公司清算组申报债权。 — [579, 473, 716, 495]
issuing-court: 安徽省宿州市埇桥区人民法院 — [110, 790, 178, 797]
column-header: 公告专栏 — [576, 156, 719, 177]
notice-paragraph: 王堰：本院受理原告招商银行股份有限公司诉你信用卡纠纷一案，现依法向你公告送达起诉状副本、应诉通知书、举证通知书及开庭传票。自公告之日起经过三十日即视为送达。 — [399, 181, 536, 203]
column-body — [395, 178, 540, 824]
notice-paragraph: 胡艳、卢龙：本院受理原告诉你们机动车交通事故责任纠纷一案，现依法向你们公告送达起诉状副本、应诉通知书、举证通知书及开庭传票。逾期将依法缺席判决。 — [41, 631, 178, 653]
issuing-court: 辽宁省大连市甘井子区人民法院 — [105, 370, 178, 377]
notice-paragraph: 北京某科技有限公司：经股东会决议，公司注册资本由500万元减少至50万元，请债权人自本公告之日起四十五日内要求本公司清偿债务或提供相应担保。 — [579, 531, 716, 553]
notice-text: 本院受理原告诉你们追偿权纠纷一案，现依法向你们公告送达起诉状副本、应诉通知书、举证通知书及开庭传票。 — [220, 263, 357, 285]
column-header: 人民法院公告 — [396, 156, 539, 177]
issuing-court: 山西省太原市小店区人民法院 — [468, 475, 536, 482]
issuing-court: 安徽省蚌埠市龙子湖区人民法院 — [105, 757, 178, 764]
notice-party-name: (2023)苏0281民初号 刘文杰 — [220, 297, 294, 304]
notice-paragraph: 吴敏：遗失护士执业证书，编号：201941001234，声明作废。 — [579, 407, 716, 421]
notice-text: 本院受理原告诉你民间借贷纠纷一案，现依法向你公告送达起诉状副本、应诉通知书、举证通知书及开庭传票。逾期将依法缺席判决。 — [41, 834, 178, 856]
notice-text: 遗失营运证，证号：豫交运管郑字410100123456号，声明作废。 — [579, 357, 716, 371]
issuing-court: 江苏省江阴市人民法院 — [305, 212, 357, 219]
notice-column-4 — [574, 154, 721, 2224]
notice-text: 本院受理原告诉你们借款合同纠纷一案，现依法向你们公告送达起诉状副本、应诉通知书、举证通知书及开庭传票。提出答辩状和举证的期限分别为公告期满后十五日和三十日内。 — [41, 590, 178, 620]
column-header: 人民法院公告 — [217, 156, 360, 177]
notice-paragraph: 李海滨、吕建华、韩学、李伟：本会受理申请人与被申请人借款合同纠纷一案，现依法向你们公告送达仲裁申请书副本、仲裁通知书、仲裁规则、仲裁员名册及开庭通知。 — [399, 586, 536, 608]
notice-party-name: 郑州市二七区鑫源餐饮店 — [579, 373, 637, 380]
notice-text: 遗失护士执业证书，编号：201941001234，声明作废。 — [579, 407, 716, 421]
notice-party-name: 陈友莲 — [399, 653, 415, 660]
notice-paragraph: 徐明：本院受理原告诉你合同纠纷一案，现依法向你公告送达起诉状副本、应诉通知书、举证通知书及开庭传票。自公告之日起经过三十日即视为送达。 — [41, 733, 178, 755]
notice-text: 本会受理申请人诉你们借款合同纠纷一案，现依法向你们公告送达仲裁申请书副本、仲裁通知书及开庭通知。 — [399, 619, 536, 642]
notice-text: 本院受理原告诉你借款合同纠纷一案，现依法向你公告送达起诉状副本、应诉通知书、举证通知书及开庭传票。自公告之日起经过三十日即视为送达。 — [399, 316, 536, 338]
notice-party-name: 吴勇 — [399, 214, 410, 221]
notice-text: 本院受理原告诉你们机动车交通事故责任纠纷一案，现依法向你们公告送达起诉状副本、应诉通知书、举证通知书及开庭传票。逾期将依法缺席判决。 — [41, 631, 178, 653]
issuing-court: 太原仲裁委员会 — [499, 696, 536, 703]
notice-text: 本会受理申请人诉你公司商品房买卖合同纠纷一案，现依法向你公司公告送达仲裁申请书副本、仲裁通知书及开庭通知。 — [399, 792, 536, 814]
notice-text: 本院受理原告刘志、王玉兰诉你们民间借贷纠纷一案，现依法向你公告送达起诉状副本、应诉通知书、举证通知书及开庭传票。提出答辩状的期限为公告期满后十五日内，举证期限为公告期满后三十日内。 — [41, 222, 178, 252]
notice-paragraph: 张晓丽、郭建华：本会受理申请人诉你们借款合同纠纷一案，现依法向你们公告送达仲裁申请书副本、仲裁通知书及开庭通知。 — [399, 619, 536, 642]
notice-party-name: 周建辉 — [399, 282, 415, 289]
notice-text: 遗失道路运输从业人员从业资格证，证号：410102199001010011，声明作废。 — [579, 208, 716, 222]
notice-party-name: 河北保大企业管理咨询有限公司 — [399, 706, 473, 713]
notice-text: 本院受理原告诉你公司买卖合同纠纷一案，现依法向你公司公告送达起诉状副本、应诉通知书、举证通知书及开庭传票。逾期将依法缺席判决。 — [41, 522, 178, 545]
notice-text: 本院受理原告诉你合同纠纷一案，现依法向你公告送达起诉状副本、应诉通知书、举证通知书及开庭传票。逾期将依法缺席判决。 — [399, 417, 536, 439]
issuing-court: 江苏省江阴市人民法院 — [305, 588, 357, 595]
issuing-court: 安徽省淮南市田家庵区人民法院 — [105, 513, 178, 520]
issuing-court: 安徽省亳州市谯城区人民法院 — [110, 824, 178, 831]
notice-party-name: 王堰 — [399, 181, 410, 187]
issuing-court: 江西省赣州市章贡区人民法院 — [468, 441, 536, 448]
notice-party-name: 杨明 — [399, 484, 410, 491]
notice-paragraph: 李明：遗失道路运输从业人员从业资格证，证号：410102199001010011，声明作废。 — [579, 208, 716, 222]
issuing-court: 太原仲裁委员会 — [499, 756, 536, 763]
notice-column-3 — [394, 154, 541, 2224]
notice-text: 经股东会决议，拟向公司登记机关申请注销登记，请债权人自本公告之日起四十五日内向本公司清算组申报债权。 — [579, 449, 716, 471]
notice-party-name: 王晓丽 — [579, 191, 595, 198]
notice-text: 本院受理原告诉你借款合同纠纷一案，现依法向你公告送达起诉状副本、应诉通知书、举证通知书及开庭传票。自公告之日起经过三十日即视为送达。 — [220, 673, 357, 702]
column-body — [37, 178, 182, 934]
notice-text: 本院受理原告诉你离婚纠纷一案，现依法向你公告送达起诉状副本、应诉通知书、举证通知书及开庭传票。自公告之日起经过三十日即视为送达，提出答辩状和举证的期限分别为公告期满后十五日和三十日内。 — [41, 305, 178, 334]
notice-party-name: 杨帆 — [579, 357, 590, 364]
